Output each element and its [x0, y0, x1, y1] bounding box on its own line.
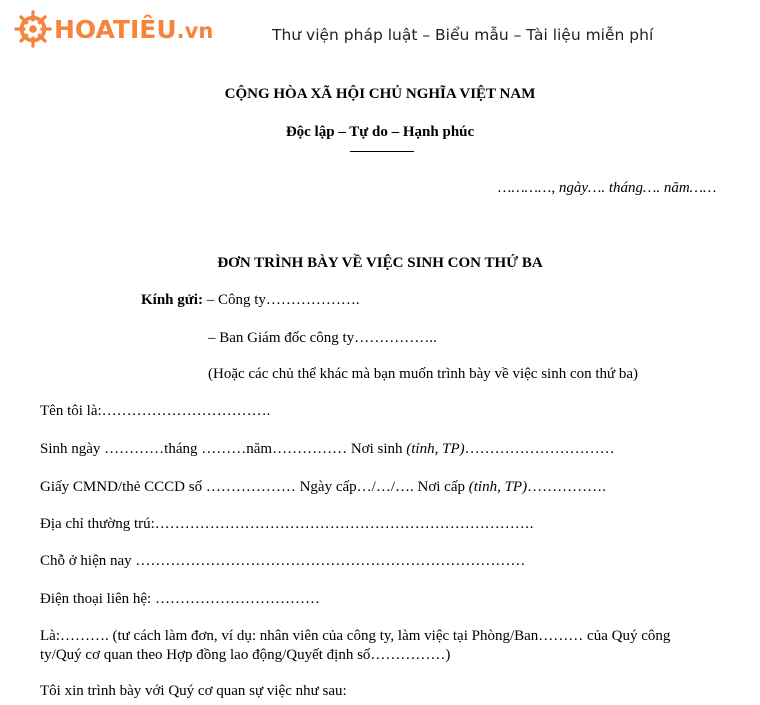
motto-underline [350, 151, 414, 152]
motto: Độc lập – Tự do – Hạnh phúc [285, 124, 475, 140]
presentation-line: Tôi xin trình bày với Quý cơ quan sự việc như sau: [40, 683, 347, 699]
permanent-address-line: Địa chỉ thường trú:…………………………………………………………………. [40, 516, 534, 532]
phone-line: Điện thoại liên hệ: …………………………… [40, 591, 320, 607]
site-tagline: Thư viện pháp luật – Biểu mẫu – Tài liệu miễn phí [272, 26, 654, 44]
current-residence-line: Chỗ ở hiện nay …………………………………………………………………… [40, 553, 526, 569]
brand-name: HOATIÊU.vn [54, 14, 214, 44]
recipient-company: – Công ty………………. [202, 292, 360, 308]
id-card-line: Giấy CMND/thẻ CCCD số ……………… Ngày cấp…/…/…. Nơi cấp (tỉnh, TP)……………. [40, 479, 606, 495]
role-line-2: ty/Quý cơ quan theo Hợp đồng lao động/Quyết định số……………) [40, 647, 451, 663]
recipient-label: Kính gửi: [141, 292, 203, 308]
recipient-note: (Hoặc các chủ thể khác mà bạn muốn trình bày về việc sinh con thứ ba) [208, 366, 639, 382]
nation-heading: CỘNG HÒA XÃ HỘI CHỦ NGHĨA VIỆT NAM [224, 86, 536, 102]
birth-line: Sinh ngày …………tháng ………năm…………… Nơi sinh (tỉnh, TP)………………………… [40, 441, 615, 457]
name-line: Tên tôi là:……………………………. [40, 403, 271, 419]
date-line: …………, ngày…. tháng…. năm…… [498, 180, 717, 196]
role-line-1: Là:………. (tư cách làm đơn, ví dụ: nhân viên của công ty, làm việc tại Phòng/Ban……… của Quý công [40, 628, 671, 644]
site-header [0, 0, 760, 70]
ship-wheel-icon [14, 10, 52, 48]
document-title: ĐƠN TRÌNH BÀY VỀ VIỆC SINH CON THỨ BA [217, 255, 543, 271]
recipient-line-2: – Ban Giám đốc công ty…………….. [208, 330, 437, 346]
site-logo[interactable] [14, 10, 213, 48]
recipient-line-1 [141, 292, 360, 309]
